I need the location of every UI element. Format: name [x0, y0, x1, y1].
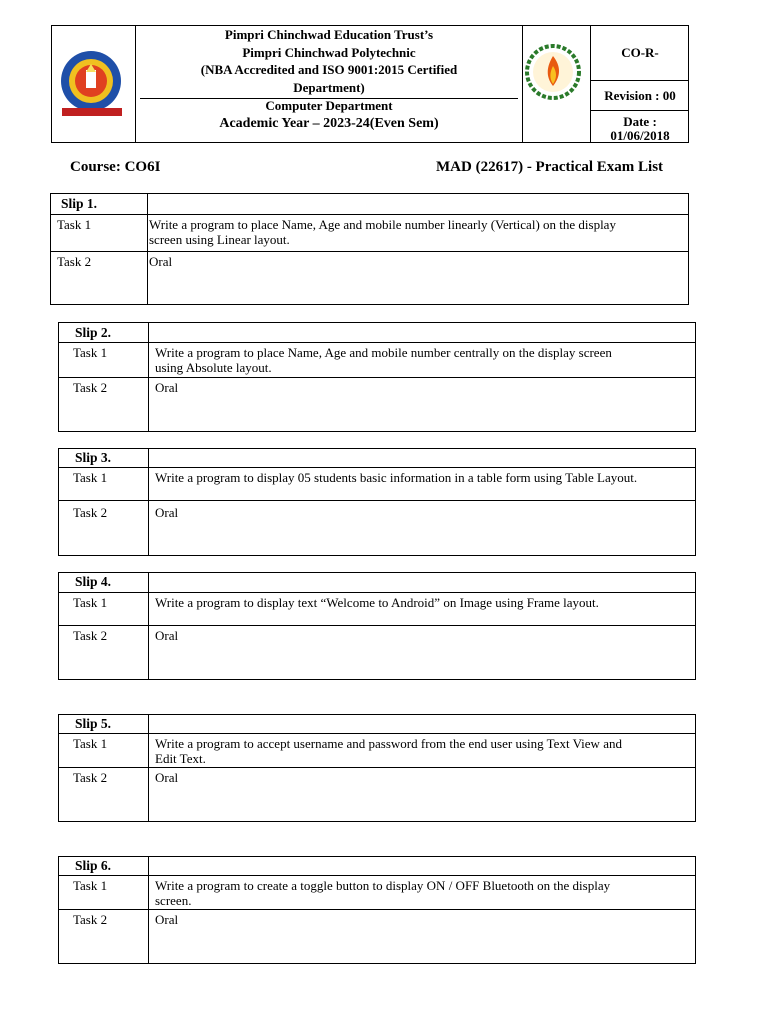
table-row: [59, 715, 695, 734]
date-value: 01/06/2018: [610, 128, 670, 143]
task-label: Task 2: [73, 770, 108, 785]
task-description: Oral: [149, 254, 173, 269]
table-row: [59, 323, 695, 343]
task-description: Write a program to display text “Welcome to Android” on Image using Frame layout.: [155, 595, 599, 610]
header-center: [136, 26, 522, 142]
task-label: Task 2: [73, 380, 108, 395]
accreditation-line-2: Department): [293, 79, 365, 95]
document-meta: [590, 26, 689, 142]
slip-title: Slip 3.: [75, 450, 112, 465]
course-label: Course: CO6I: [70, 159, 161, 175]
task-description: Write a program to create a toggle button to display ON / OFF Bluetooth on the display screen.: [155, 878, 611, 908]
left-logo: [52, 26, 136, 142]
department-name: Computer Department: [265, 98, 393, 113]
task-label: Task 1: [73, 345, 108, 360]
slip-5-table: [58, 714, 696, 822]
slip-title: Slip 5.: [75, 716, 112, 731]
slip-4-table: [58, 572, 696, 680]
trust-name: Pimpri Chinchwad Education Trust’s: [224, 27, 434, 42]
slip-1-table: [50, 193, 689, 305]
right-logo: [522, 26, 591, 142]
slip-title: Slip 2.: [75, 325, 112, 340]
table-row: [59, 501, 695, 555]
table-row: [51, 215, 688, 252]
college-name: Pimpri Chinchwad Polytechnic: [242, 44, 416, 60]
table-row: [59, 593, 695, 626]
flame-gear-emblem-icon: [523, 26, 591, 142]
table-row: [59, 626, 695, 679]
task-label: Task 2: [57, 254, 92, 269]
task-description: Write a program to place Name, Age and mobile number centrally on the display screen using Absolute layout.: [155, 345, 612, 375]
slip-3-table: [58, 448, 696, 556]
table-row: [51, 194, 688, 215]
task-label: Task 2: [73, 912, 108, 927]
task-label: Task 1: [73, 595, 108, 610]
date-cell: [591, 112, 689, 142]
task-description: Oral: [155, 912, 179, 927]
slip-6-table: [58, 856, 696, 964]
table-row: [59, 768, 695, 821]
subject-title: MAD (22617) - Practical Exam List: [436, 159, 664, 175]
table-row: [59, 343, 695, 378]
slip-title: Slip 1.: [61, 196, 98, 211]
slip-title: Slip 4.: [75, 574, 112, 589]
slip-2-table: [58, 322, 696, 432]
task-description: Write a program to accept username and password from the end user using Text View and Edit Text.: [155, 736, 622, 766]
accreditation-line-1: (NBA Accredited and ISO 9001:2015 Certified: [200, 62, 458, 77]
date-label: Date :: [623, 114, 657, 129]
task-label: Task 1: [73, 736, 108, 751]
document-header: [51, 25, 689, 143]
task-description: Oral: [155, 505, 179, 520]
document-code: CO-R-: [591, 26, 689, 81]
table-row: [59, 449, 695, 468]
college-emblem-icon: [52, 26, 135, 142]
table-row: [59, 910, 695, 963]
task-label: Task 1: [73, 878, 108, 893]
table-row: [59, 734, 695, 768]
task-description: Write a program to display 05 students basic information in a table form using Table Layout.: [155, 470, 638, 485]
revision: Revision : 00: [591, 81, 689, 111]
academic-year: Academic Year – 2023-24(Even Sem): [219, 116, 439, 131]
table-row: [59, 857, 695, 876]
table-row: [59, 876, 695, 910]
slip-title: Slip 6.: [75, 858, 112, 873]
task-description: Write a program to place Name, Age and mobile number linearly (Vertical) on the display screen using Linear layout.: [149, 217, 616, 247]
task-label: Task 1: [57, 217, 92, 232]
task-description: Oral: [155, 628, 179, 643]
table-row: [59, 573, 695, 593]
table-row: [51, 252, 688, 304]
task-label: Task 1: [73, 470, 108, 485]
task-description: Oral: [155, 770, 179, 785]
table-row: [59, 378, 695, 431]
task-label: Task 2: [73, 628, 108, 643]
table-row: [59, 468, 695, 501]
task-description: Oral: [155, 380, 179, 395]
task-label: Task 2: [73, 505, 108, 520]
